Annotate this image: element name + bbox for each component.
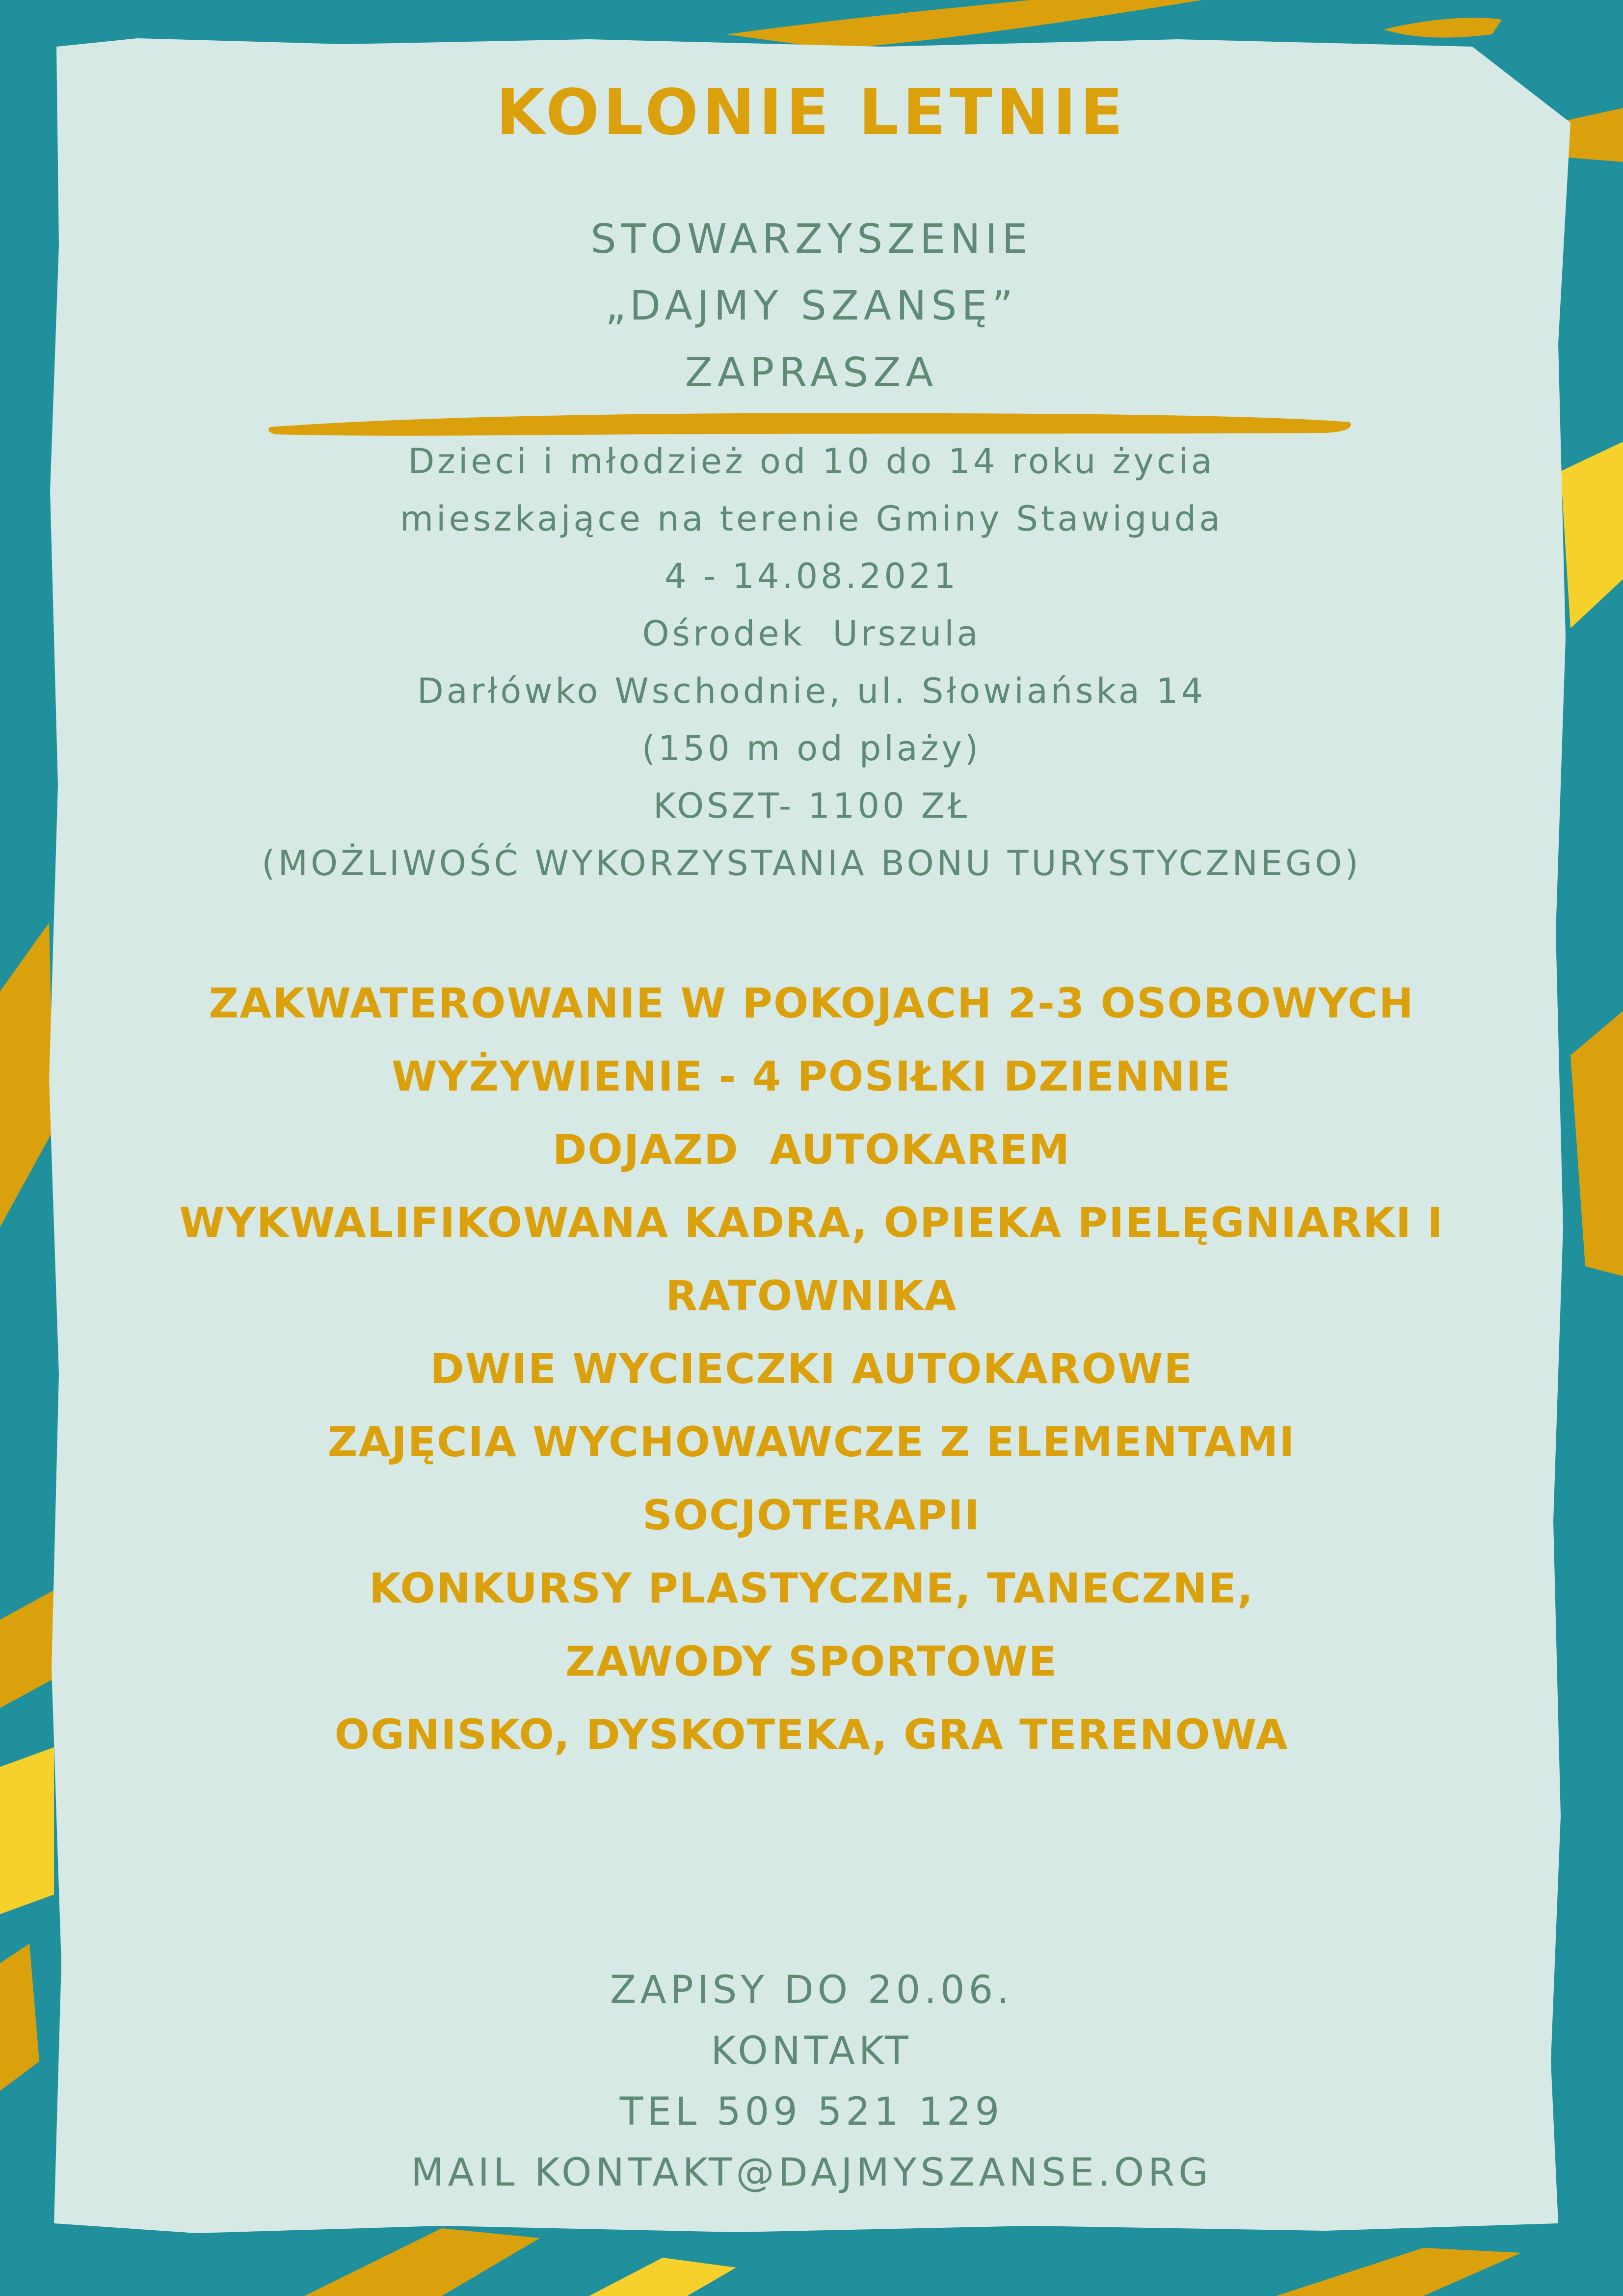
detail-address: Darłówko Wschodnie, ul. Słowiańska 14 (417, 671, 1206, 711)
contact-email: MAIL KONTAKT@DAJMYSZANSE.ORG (411, 2151, 1212, 2195)
organizer-line-invites: ZAPRASZA (685, 349, 938, 396)
contact-phone: TEL 509 521 129 (619, 2090, 1004, 2134)
contact-block (0, 1960, 1623, 2203)
feature-item: ZAWODY SPORTOWE (565, 1637, 1058, 1685)
poster-title: KOLONIE LETNIE (496, 76, 1127, 149)
feature-item: ZAJĘCIA WYCHOWAWCZE Z ELEMENTAMI (327, 1418, 1296, 1466)
organizer-block (0, 206, 1623, 406)
feature-item: KONKURSY PLASTYCZNE, TANECZNE, (369, 1564, 1254, 1612)
feature-item: WYKWALIFIKOWANA KADRA, OPIEKA PIELĘGNIARKI I (179, 1199, 1444, 1247)
organizer-line-association: STOWARZYSZENIE (590, 216, 1033, 263)
detail-distance: (150 m od plaży) (641, 728, 982, 769)
detail-dates: 4 - 14.08.2021 (664, 556, 959, 596)
detail-target-age: Dzieci i młodzież od 10 do 14 roku życia (408, 441, 1215, 481)
feature-item: OGNISKO, DYSKOTEKA, GRA TERENOWA (334, 1710, 1289, 1759)
registration-deadline: ZAPISY DO 20.06. (610, 1968, 1013, 2012)
feature-item: DOJAZD AUTOKAREM (552, 1125, 1071, 1174)
details-block (0, 433, 1623, 892)
feature-item: RATOWNIKA (665, 1272, 958, 1320)
feature-item: WYŻYWIENIE - 4 POSIŁKI DZIENNIE (391, 1052, 1232, 1100)
contact-label: KONTAKT (711, 2029, 912, 2073)
detail-residence: mieszkające na terenie Gminy Stawiguda (399, 499, 1224, 539)
feature-item: DWIE WYCIECZKI AUTOKAROWE (430, 1345, 1193, 1393)
organizer-line-name: „DAJMY SZANSĘ” (605, 283, 1018, 329)
detail-voucher: (MOŻLIWOŚĆ WYKORZYSTANIA BONU TURYSTYCZNEGO) (262, 843, 1361, 883)
detail-venue: Ośrodek Urszula (642, 614, 981, 654)
detail-cost: KOSZT- 1100 ZŁ (653, 786, 970, 826)
feature-item: SOCJOTERAPII (642, 1491, 981, 1539)
feature-item: ZAKWATEROWANIE W POKOJACH 2-3 OSOBOWYCH (209, 979, 1414, 1027)
features-list (0, 967, 1623, 1771)
